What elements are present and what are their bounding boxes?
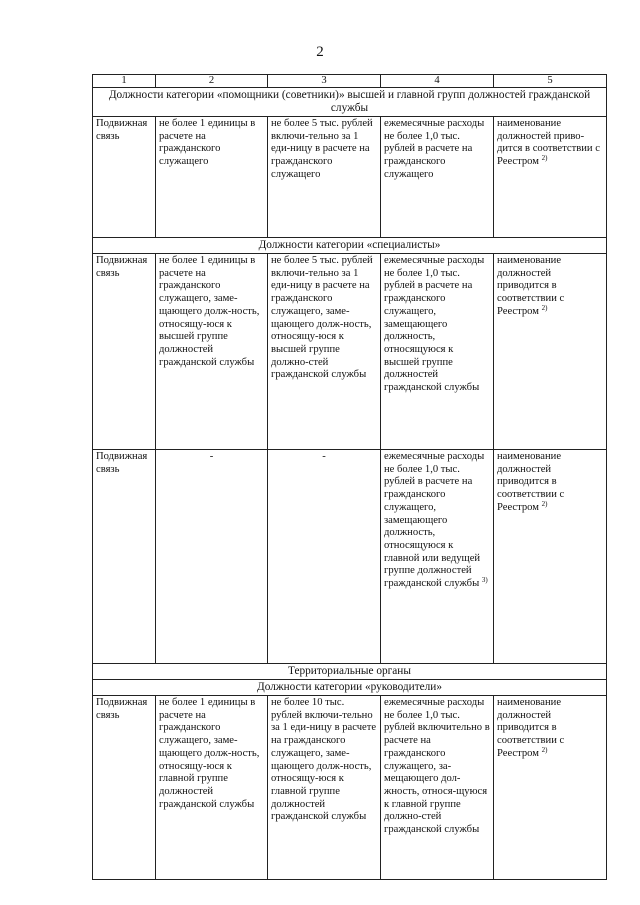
quantity-norm-cell: не более 1 единицы в расчете на гражданского служащего, заме-щающего долж-ность, относящу-юся к высшей группе должностей гражданской службы: [156, 254, 268, 450]
section-heading-managers: Должности категории «руководители»: [93, 680, 607, 696]
footnote-mark: 2): [541, 499, 548, 508]
expense-norm-cell: [381, 450, 494, 664]
table-row: [93, 117, 607, 238]
quantity-norm-cell: -: [156, 450, 268, 664]
service-type-cell: Подвижная связь: [93, 696, 156, 880]
quantity-norm-cell: не более 1 единицы в расчете на гражданского служащего: [156, 117, 268, 238]
column-number: 3: [268, 75, 381, 88]
column-number: 2: [156, 75, 268, 88]
column-number: 4: [381, 75, 494, 88]
section-heading-assistants: Должности категории «помощники (советники)» высшей и главной групп должностей гражданской службы: [93, 88, 607, 117]
service-type-cell: Подвижная связь: [93, 117, 156, 238]
section-heading-specialists: Должности категории «специалисты»: [93, 238, 607, 254]
position-note-text: наименование должностей приво-дится в соответствии с Реестром: [497, 118, 600, 168]
column-number: 1: [93, 75, 156, 88]
price-norm-cell: -: [268, 450, 381, 664]
service-type-cell: Подвижная связь: [93, 450, 156, 664]
expense-norm-cell: ежемесячные расходы не более 1,0 тыс. рублей в расчете на гражданского служащего: [381, 117, 494, 238]
position-note-text: наименование должностей приводится в соответствии с Реестром: [497, 255, 565, 317]
price-norm-cell: не более 10 тыс. рублей включи-тельно за 1 еди-ницу в расчете на гражданского служащего, заме-щающего долж-ность, относящу-юся к главной группе должностей гражданской службы: [268, 696, 381, 880]
expense-norm-cell: ежемесячные расходы не более 1,0 тыс. рублей в расчете на гражданского служащего, замещающего должность, относящуюся к высшей группе должностей гражданской службы: [381, 254, 494, 450]
expense-norm-text: ежемесячные расходы не более 1,0 тыс. рублей в расчете на гражданского служащего, замещающего должность, относящуюся к главной или ведущей группе должностей гражданской службы: [384, 451, 485, 590]
section-row: [93, 88, 607, 117]
section-row: [93, 680, 607, 696]
position-note-cell: [494, 117, 607, 238]
footnote-mark: 2): [541, 303, 548, 312]
position-note-text: наименование должностей приводится в соответствии с Реестром: [497, 451, 565, 513]
section-heading-territorial: Территориальные органы: [93, 664, 607, 680]
requirements-table: [92, 74, 607, 880]
price-norm-cell: не более 5 тыс. рублей включи-тельно за 1 еди-ницу в расчете на гражданского служащего: [268, 117, 381, 238]
position-note-cell: [494, 696, 607, 880]
footnote-mark: 2): [541, 745, 548, 754]
table-row: [93, 696, 607, 880]
column-number: 5: [494, 75, 607, 88]
section-row: [93, 664, 607, 680]
position-note-text: наименование должностей приводится в соответствии с Реестром: [497, 697, 565, 759]
footnote-mark: 3): [481, 576, 488, 585]
table-row: [93, 254, 607, 450]
section-row: [93, 238, 607, 254]
expense-norm-cell: ежемесячные расходы не более 1,0 тыс. рублей включительно в расчете на гражданского служащего, за-мещающего дол-жность, относя-щуюся к главной группе должно-стей гражданской службы: [381, 696, 494, 880]
position-note-cell: [494, 450, 607, 664]
page-number: 2: [316, 44, 324, 60]
service-type-cell: Подвижная связь: [93, 254, 156, 450]
position-note-cell: [494, 254, 607, 450]
price-norm-cell: не более 5 тыс. рублей включи-тельно за 1 еди-ницу в расчете на гражданского служащего, заме-щающего долж-ность, относящу-юся к высшей группе должно-стей гражданской службы: [268, 254, 381, 450]
table-row: [93, 450, 607, 664]
quantity-norm-cell: не более 1 единицы в расчете на гражданского служащего, заме-щающего долж-ность, относящу-юся к главной группе должностей гражданской службы: [156, 696, 268, 880]
footnote-mark: 2): [541, 154, 548, 163]
column-number-row: [93, 75, 607, 88]
